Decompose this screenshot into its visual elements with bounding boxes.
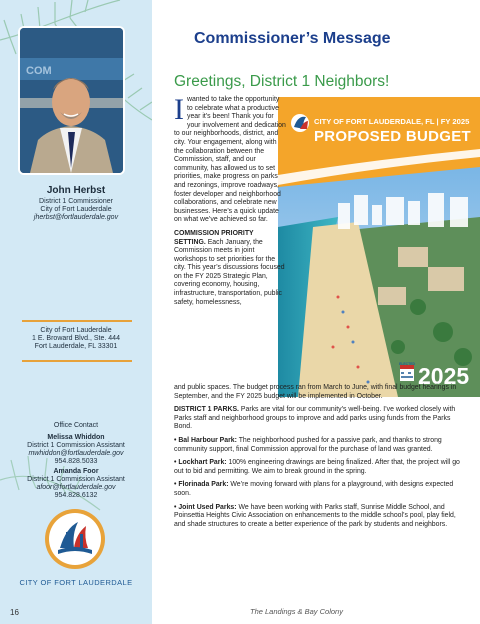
budget-year: 2025 xyxy=(418,363,470,389)
svg-text:COM: COM xyxy=(26,65,52,77)
bullet-item xyxy=(174,481,466,498)
bullet-text: 100% engineering drawings are being finalized. After that, the project will go out to bid and permitting. We aim to break ground in the spring. xyxy=(174,459,460,475)
city-wordmark: CITY OF FORT LAUDERDALE xyxy=(19,578,133,587)
greeting-heading: Greetings, District 1 Neighbors! xyxy=(174,73,390,90)
priority-paragraph xyxy=(174,230,286,307)
priority-continued: and public spaces. The budget process ran from March to June, with final budget hearings in September, and the FY 2025 budget will be implemented in October. xyxy=(174,384,457,400)
bullet-label: • Lockhart Park: xyxy=(174,459,227,467)
budget-city-line: CITY OF FORT LAUDERDALE, FL | FY 2025 xyxy=(314,117,470,126)
article-column-full xyxy=(174,384,466,534)
contact-role: District 1 Commission Assistant xyxy=(27,476,125,483)
bullet-item xyxy=(174,459,466,476)
elected-badge: ELECTED xyxy=(399,362,415,366)
priority-heading: COMMISSION PRIORITY SETTING. xyxy=(174,229,254,246)
commissioner-photo xyxy=(20,28,123,173)
intro-dropcap: I xyxy=(174,93,184,126)
contact-name: Amanda Foor xyxy=(53,468,99,475)
bullet-item xyxy=(174,437,466,454)
parks-heading: DISTRICT 1 PARKS. xyxy=(174,406,239,414)
bullet-label: • Joint Used Parks: xyxy=(174,503,237,511)
contact-phone[interactable]: 954.828.5033 xyxy=(54,458,98,465)
sidebar xyxy=(0,0,152,624)
contact-name: Melissa Whiddon xyxy=(47,434,105,441)
intro-paragraph xyxy=(174,93,286,225)
commissioner-name: John Herbst xyxy=(46,185,106,196)
divider-top xyxy=(22,320,132,322)
commissioner-email[interactable]: jherbst@fortlauderdale.gov xyxy=(33,214,119,221)
contact-role: District 1 Commission Assistant xyxy=(27,442,125,449)
parks-paragraph xyxy=(174,406,466,432)
contact-phone[interactable]: 954.828.6132 xyxy=(54,492,98,499)
intro-text: wanted to take the opportunity to celebrate what a productive year it’s been! Thank you for your involvement and dedication to our neighborhoods, district, and city. Your engagement, along with the collaboration between the Commission, staff, and our community, has allowed us to set priorities, make progress on parks and rezonings, improve roadways, foster developer and neighborhood collaborations, and celebrate new businesses. Here’s a quick update on what we’ve achieved so far. xyxy=(174,96,286,224)
page-number: 16 xyxy=(10,608,19,617)
bullet-text: We have been working with Parks staff, Sunrise Middle School, and Poinsettia Heights Civic Association on enhancements to the middle school’s pool, play field, and shade structures to create a better experience of the park by students and neighbors. xyxy=(174,503,456,528)
contact-email[interactable]: mwhiddon@fortlauderdale.gov xyxy=(28,450,124,457)
parks-text: Parks are vital for our community’s well-being. I’ve worked closely with Parks staff and neighborhood groups to improve and add parks using funds from the Parks Bond. xyxy=(174,406,456,431)
budget-cover-image xyxy=(278,97,480,397)
city-seal-logo xyxy=(44,508,106,570)
bullet-text: The neighborhood pushed for a passive park, and thanks to strong community support, final Commission approval for the purchase of land was granted. xyxy=(174,436,442,453)
bullet-item xyxy=(174,504,466,530)
address-line-2: 1 E. Broward Blvd., Ste. 444 xyxy=(32,335,120,342)
contact-email[interactable]: afoor@fortlauderdale.gov xyxy=(36,484,116,491)
bullet-label: • Bal Harbour Park: xyxy=(174,436,237,444)
office-contact-label: Office Contact xyxy=(53,422,99,429)
bullet-label: • Florinada Park: xyxy=(174,481,229,489)
footer-publication-title: The Landings & Bay Colony xyxy=(250,607,343,616)
bullet-text: We’re moving forward with plans for a playground, with designs expected soon. xyxy=(174,481,454,497)
priority-text-col: Each January, the Commission meets in joint workshops to set priorities for the city. This year’s discussions focused on the FY 2025 Strategic Plan, covering economy, housing, infrastructure, transportation, public safety, homelessness, xyxy=(174,238,285,306)
commissioner-city: City of Fort Lauderdale xyxy=(40,206,112,213)
commissioner-role: District 1 Commissioner xyxy=(39,198,113,205)
budget-title: PROPOSED BUDGET xyxy=(314,128,472,145)
article-column-left xyxy=(174,93,286,307)
page-title: Commissioner’s Message xyxy=(194,30,391,47)
divider-bottom xyxy=(22,360,132,362)
address-line-3: Fort Lauderdale, FL 33301 xyxy=(34,343,118,350)
address-line-1: City of Fort Lauderdale xyxy=(40,327,112,334)
